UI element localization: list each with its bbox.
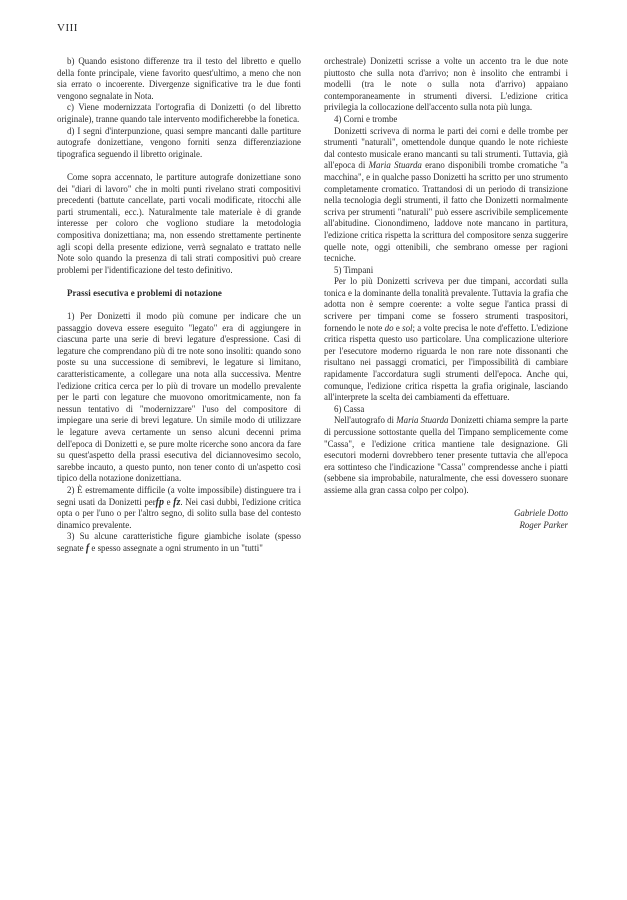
paragraph-d: d) I segni d'interpunzione, quasi sempre mancanti dalle partiture autografe donizettiane, vengono forniti senza differenziazione tipografica seguendo il libretto originale. xyxy=(57,125,301,159)
paragraph-4-start: Donizetti scriveva di norma le parti dei corni e delle trombe per strumenti "naturali", omettendole dunque quando le note richieste dal contesto musicale erano mancanti su tali strumenti. Tuttavia, già all'epoca di xyxy=(324,125,568,171)
paragraph-5-start: Per lo più Donizetti scriveva per due timpani, accordati sulla tonica e la dominante della tonalità prevalente. Tuttavia la grafia che adotta non è sempre coerente: a volte segue l'antica prassi di scrivere per timpani come se fossero strumenti traspositori, fornendo le note xyxy=(324,276,568,333)
paragraph-3-start: 3) Su alcune caratteristiche figure giambiche isolate (spesso segnate xyxy=(57,531,301,553)
section-heading: Prassi esecutiva e problemi di notazione xyxy=(67,287,222,298)
note-sol: sol xyxy=(402,322,413,333)
paragraph-c: c) Viene modernizzata l'ortografia di Donizetti (o del libretto originale), tranne quando tale intervento modificherebbe la fonetica. xyxy=(57,102,301,124)
subheading-timpani: 5) Timpani xyxy=(334,264,374,275)
paragraph-2 xyxy=(57,485,301,531)
paragraph-continued: orchestrale) Donizetti scrisse a volte un accento tra le due note piuttosto che sulla nota d'arrivo; non è insolito che entrambi i modelli (tra le note o sulla nota d'arrivo) appaiano contemporaneamente in strumenti diversi. L'edizione critica privilegia la collocazione dell'accento sulla nota più lunga. xyxy=(324,56,568,113)
note-do: do xyxy=(384,322,394,333)
opera-title: Maria Stuarda xyxy=(396,415,449,426)
paragraph-6-end: Donizetti chiama sempre la parte di percussione sottostante quella del Timpano semplicemente come "Cassa", e l'edizione critica mantiene tale designazione. Gli esecutori moderni dovrebbero tener presente tuttavia che all'epoca era sottinteso che l'indicazione "Cassa" comprendesse anche i piatti (sebbene sia improbabile, naturalmente, che essi dovessero suonare assieme alla gran cassa colpo per colpo). xyxy=(324,415,569,495)
paragraph-2-start: 2) È estremamente difficile (a volte impossibile) distinguere tra i segni usati da Donizetti per xyxy=(57,484,301,507)
right-column xyxy=(324,56,568,531)
author-signature: Gabriele Dotto xyxy=(514,508,568,519)
paragraph-5-end: ; a volte precisa le note d'effetto. L'edizione critica rispetta questo uso particolare. Una complicazione ulteriore per l'esecutore moderno riguarda le non rare note dissonanti che risultano nei passaggi cromatici, per l'impossibilità di cambiare rapidamente l'accordatura sugli strumenti dell'epoca. Anche qui, comunque, l'edizione critica rispetta la grafia originale, lasciando all'interprete la scelta dei cambiamenti da effettuare. xyxy=(324,322,568,403)
paragraph-2-and: e xyxy=(164,496,174,507)
opera-title: Maria Stuarda xyxy=(368,160,422,171)
paragraph-intro: Come sopra accennato, le partiture autografe donizettiane sono dei "diari di lavoro" che in molti punti rivelano strati compositivi precedenti (battute cancellate, parti vocali modificate, ritocchi alle parti strumentali, ecc.). Naturalmente tale materiale è di grande interesse per coloro che vogliono studiare la metodologia compositiva donizettiana; ma, non essendo strettamente pertinente agli scopi della presente edizione, verrà segnalato e trattato nelle Note solo quando la presenza di tali strati compositivi può creare problemi per l'identificazione del testo definitivo. xyxy=(57,171,301,275)
subheading-cassa: 6) Cassa xyxy=(334,403,365,414)
left-column xyxy=(57,56,301,555)
paragraph-5-and: e xyxy=(393,322,403,333)
paragraph-4 xyxy=(324,126,568,265)
dynamic-f: f xyxy=(85,542,90,554)
dynamic-fz: fz xyxy=(173,496,181,508)
paragraph-6-start: Nell'autografo di xyxy=(334,415,397,426)
page-number: VIII xyxy=(57,22,78,34)
paragraph-2-end: . Nei casi dubbi, l'edizione critica opta o per l'uno o per l'altro segno, di solito sulla base del contesto dinamico prevalente. xyxy=(57,496,301,530)
paragraph-5 xyxy=(324,276,568,404)
paragraph-6 xyxy=(324,415,568,496)
paragraph-4-end: erano disponibili trombe cromatiche "a macchina", e in qualche passo Donizetti ha scritto per uno strumento completamente cromatico. Trattandosi di un periodo di transizione nella tecnologia degli strumenti, il fatto che Donizetti normalmente scriva per strumenti "naturali" può essere ascrivibile semplicemente all'abitudine. Cionondimeno, laddove note mancano in partitura, l'edizione critica rispetta la scrittura del compositore senza suggerire quelle note, oggi ottenibili, che sembrano omesse per ragioni tecniche. xyxy=(324,160,568,264)
dynamic-fp: fp xyxy=(155,496,164,508)
paragraph-1: 1) Per Donizetti il modo più comune per indicare che un passaggio doveva essere eseguito "legato" era di aggiungere in ciascuna parte una serie di brevi legature d'espressione. Casi di legature che comprendano più di tre note sono insoliti: quando sono poste su una successione di semibrevi, le legature si limitano, caratteristicamente, a collegare una nota alla successiva. Mentre l'edizione critica cerca per lo più di trovare un modello prevalente per le parti con legature che muovono omoritmicamente, non fa nessun tentativo di "modernizzare" l'uso del compositore di impiegare una serie di brevi legature. Un simile modo di utilizzare le legature aveva certamente un senso alcuni decenni prima dell'epoca di Donizetti e, se pure molte ricerche sono ancora da fare su quest'aspetto della prassi esecutiva del diciannovesimo secolo, sarebbe incauto, a questo punto, non tener conto di un'aspetto così tipico della notazione donizettiana. xyxy=(57,311,301,484)
paragraph-b: b) Quando esistono differenze tra il testo del libretto e quello della fonte principale, viene favorito quest'ultimo, a meno che non sia errato o incoerente. Divergenze significative tra le due fonti vengono segnalate in Nota. xyxy=(57,56,301,101)
subheading-corni: 4) Corni e trombe xyxy=(334,113,398,124)
paragraph-3 xyxy=(57,531,301,554)
author-signature: Roger Parker xyxy=(519,519,568,530)
paragraph-3-end: e spesso assegnate a ogni strumento in un "tutti" xyxy=(91,542,263,553)
